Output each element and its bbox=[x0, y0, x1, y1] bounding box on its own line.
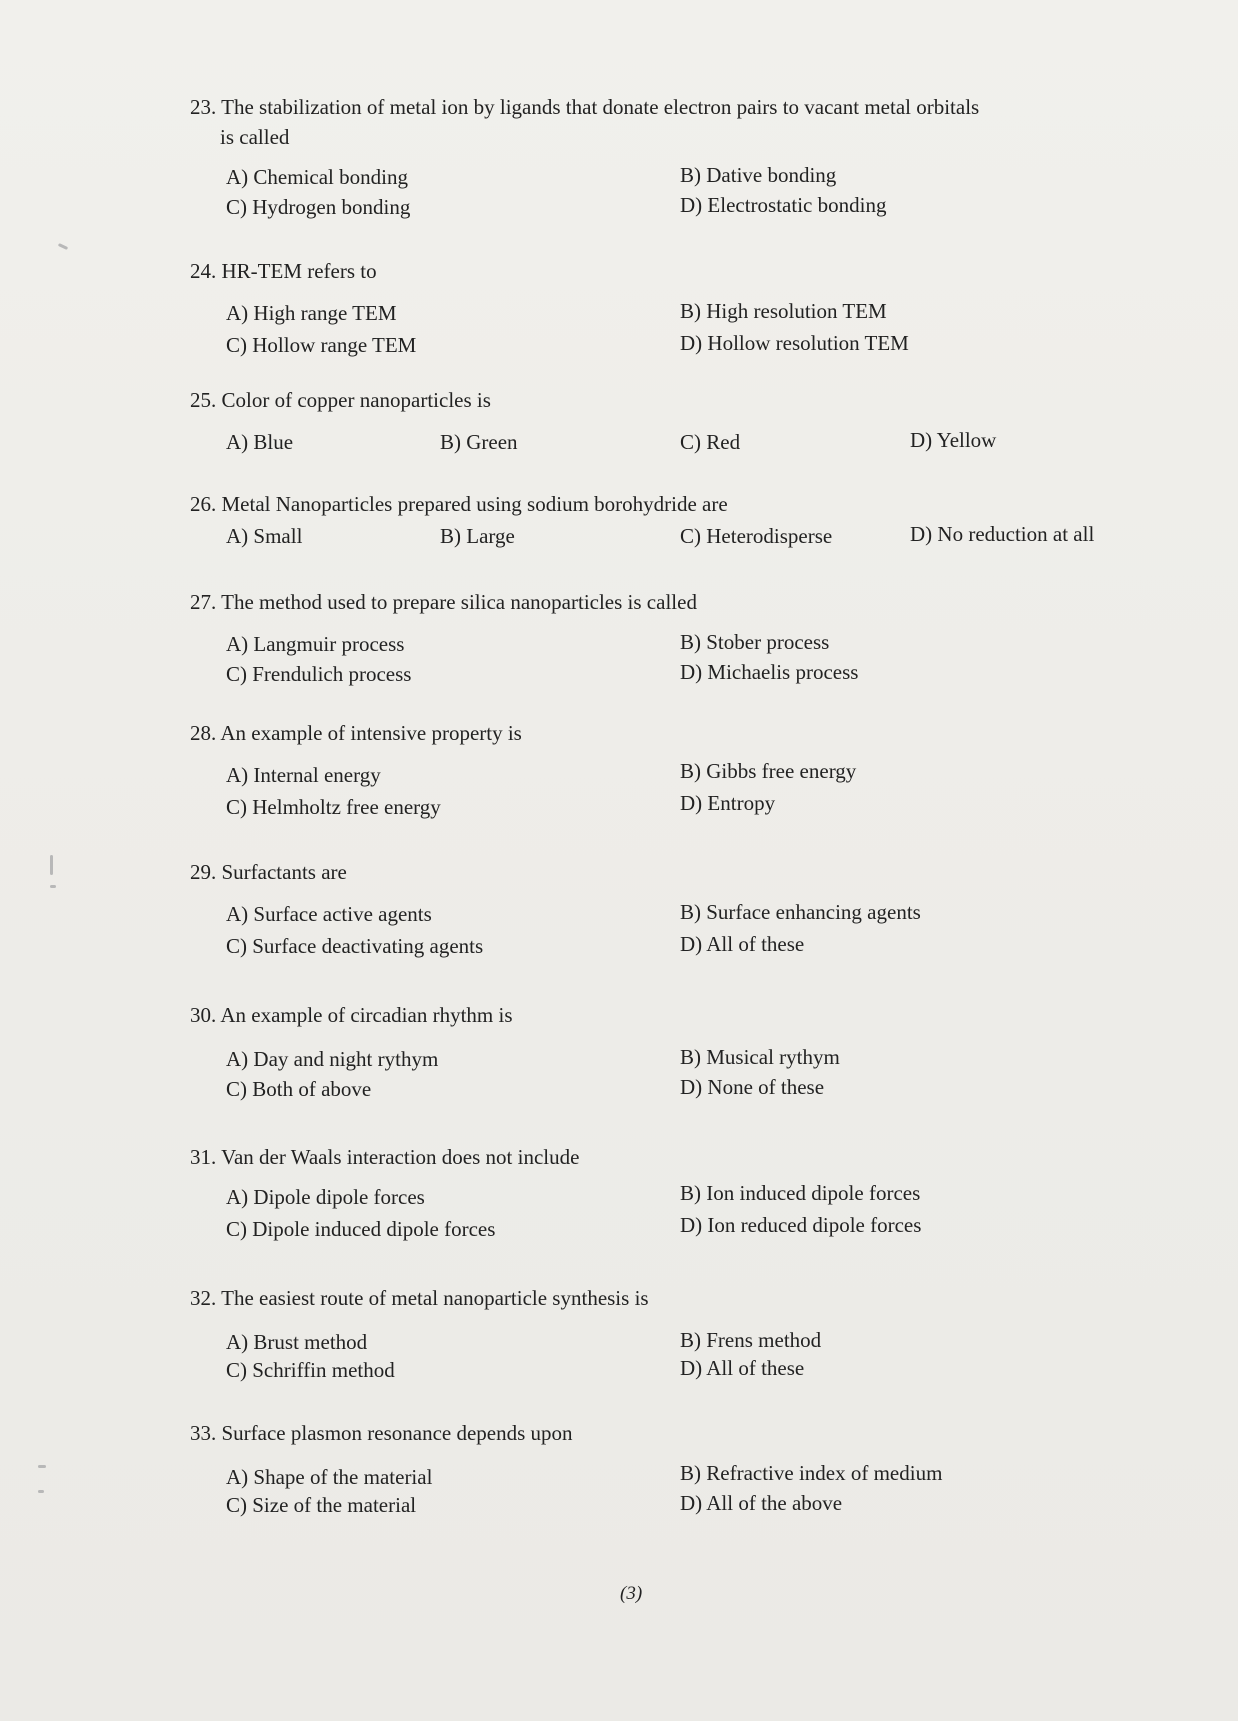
option-b: B) Green bbox=[440, 430, 518, 454]
option-c: C) Frendulich process bbox=[226, 662, 412, 686]
option-d: D) Ion reduced dipole forces bbox=[680, 1213, 922, 1237]
option-list bbox=[190, 521, 1160, 553]
question-stem: 33. Surface plasmon resonance depends upon bbox=[190, 1421, 573, 1445]
option-d: D) Hollow resolution TEM bbox=[680, 331, 909, 355]
scan-mark bbox=[38, 1465, 46, 1468]
question-stem: 27. The method used to prepare silica nanoparticles is called bbox=[190, 590, 697, 614]
question-stem: 30. An example of circadian rhythm is bbox=[190, 1003, 513, 1027]
page-number: (3) bbox=[620, 1583, 643, 1604]
question-31 bbox=[190, 1142, 1160, 1244]
question-23 bbox=[190, 92, 1160, 224]
scan-mark bbox=[50, 885, 56, 888]
option-d: D) Entropy bbox=[680, 791, 776, 815]
question-stem-continued: is called bbox=[220, 125, 290, 149]
option-c: C) Schriffin method bbox=[226, 1358, 395, 1382]
option-list bbox=[190, 1462, 1160, 1524]
option-c: C) Hydrogen bonding bbox=[226, 195, 411, 219]
option-list bbox=[190, 1182, 1160, 1244]
option-b: B) Dative bonding bbox=[680, 163, 837, 187]
option-list bbox=[190, 162, 1160, 224]
question-29 bbox=[190, 857, 1160, 961]
scan-mark bbox=[50, 855, 53, 875]
option-a: A) Small bbox=[226, 524, 303, 548]
option-a: A) Dipole dipole forces bbox=[226, 1185, 425, 1209]
option-list bbox=[190, 1327, 1160, 1389]
option-b: B) Surface enhancing agents bbox=[680, 900, 921, 924]
question-stem: 31. Van der Waals interaction does not include bbox=[190, 1145, 580, 1169]
question-30 bbox=[190, 1000, 1160, 1106]
option-d: D) Michaelis process bbox=[680, 660, 859, 684]
option-b: B) High resolution TEM bbox=[680, 299, 887, 323]
question-stem: 32. The easiest route of metal nanoparticle synthesis is bbox=[190, 1286, 649, 1310]
question-stem: 25. Color of copper nanoparticles is bbox=[190, 388, 491, 412]
option-a: A) Internal energy bbox=[226, 763, 381, 787]
option-d: D) Electrostatic bonding bbox=[680, 193, 887, 217]
scan-mark bbox=[38, 1490, 44, 1493]
option-list bbox=[190, 899, 1160, 961]
option-list bbox=[190, 298, 1160, 360]
option-b: B) Gibbs free energy bbox=[680, 759, 857, 783]
option-b: B) Refractive index of medium bbox=[680, 1461, 943, 1485]
option-list bbox=[190, 760, 1160, 822]
option-d: D) None of these bbox=[680, 1075, 825, 1099]
question-stem: 24. HR-TEM refers to bbox=[190, 259, 377, 283]
option-b: B) Large bbox=[440, 524, 515, 548]
option-d: D) Yellow bbox=[910, 428, 997, 452]
question-26 bbox=[190, 489, 1160, 553]
option-a: A) Brust method bbox=[226, 1330, 368, 1354]
question-24 bbox=[190, 256, 1160, 360]
option-d: D) All of the above bbox=[680, 1491, 843, 1515]
option-c: C) Hollow range TEM bbox=[226, 333, 417, 357]
option-a: A) Langmuir process bbox=[226, 632, 405, 656]
option-a: A) Surface active agents bbox=[226, 902, 432, 926]
option-list bbox=[190, 1044, 1160, 1106]
option-c: C) Dipole induced dipole forces bbox=[226, 1217, 496, 1241]
option-c: C) Heterodisperse bbox=[680, 524, 833, 548]
option-a: A) Shape of the material bbox=[226, 1465, 433, 1489]
option-c: C) Surface deactivating agents bbox=[226, 934, 484, 958]
question-stem: 29. Surfactants are bbox=[190, 860, 347, 884]
option-a: A) Blue bbox=[226, 430, 294, 454]
option-d: D) All of these bbox=[680, 932, 805, 956]
question-stem: 23. The stabilization of metal ion by ligands that donate electron pairs to vacant metal orbitals bbox=[190, 95, 980, 119]
option-a: A) Day and night rythym bbox=[226, 1047, 439, 1071]
option-list bbox=[190, 427, 1160, 459]
option-d: D) No reduction at all bbox=[910, 522, 1095, 546]
question-27 bbox=[190, 587, 1160, 691]
option-b: B) Musical rythym bbox=[680, 1045, 840, 1069]
option-d: D) All of these bbox=[680, 1356, 805, 1380]
option-b: B) Frens method bbox=[680, 1328, 822, 1352]
question-stem: 28. An example of intensive property is bbox=[190, 721, 522, 745]
scan-mark bbox=[58, 243, 68, 250]
option-c: C) Red bbox=[680, 430, 741, 454]
question-33 bbox=[190, 1418, 1160, 1524]
question-32 bbox=[190, 1283, 1160, 1389]
option-list bbox=[190, 629, 1160, 691]
option-b: B) Stober process bbox=[680, 630, 830, 654]
option-a: A) Chemical bonding bbox=[226, 165, 408, 189]
option-c: C) Helmholtz free energy bbox=[226, 795, 441, 819]
question-28 bbox=[190, 718, 1160, 822]
question-25 bbox=[190, 385, 1160, 459]
option-b: B) Ion induced dipole forces bbox=[680, 1181, 921, 1205]
option-c: C) Both of above bbox=[226, 1077, 372, 1101]
option-c: C) Size of the material bbox=[226, 1493, 417, 1517]
question-stem: 26. Metal Nanoparticles prepared using sodium borohydride are bbox=[190, 492, 728, 516]
option-a: A) High range TEM bbox=[226, 301, 397, 325]
